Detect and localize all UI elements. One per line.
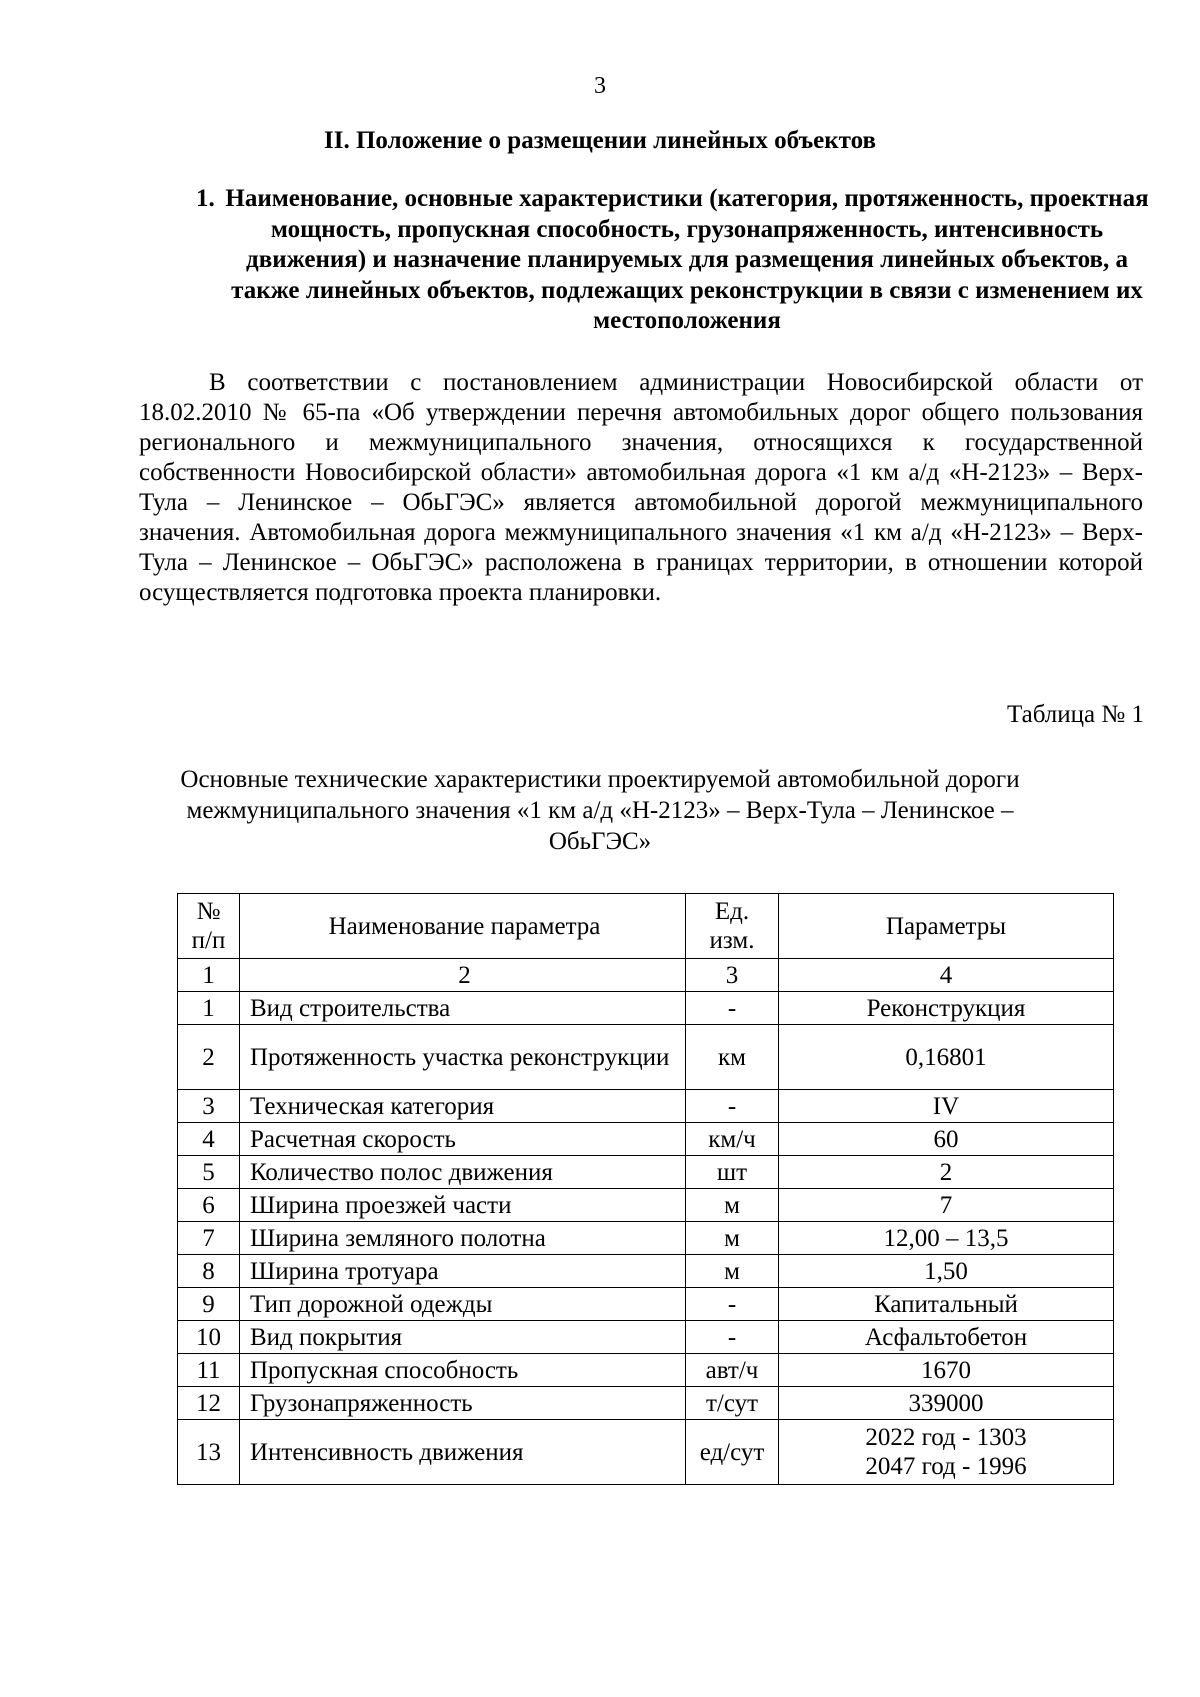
unit: м: [686, 1189, 779, 1222]
row-number: 5: [178, 1156, 240, 1189]
parameter-value: 1670: [779, 1354, 1114, 1387]
header-name: Наименование параметра: [240, 894, 686, 959]
table-label: Таблица № 1: [1006, 701, 1144, 728]
heading-text: Наименование, основные характеристики (категория, протяженность, проектная мощность, пропускная способность, грузонапряженность, интенсивность движения) и назначение планируемых для размещения линейных объектов, а также линейных объектов, подлежащих реконструкции в связи с изменением их местоположения: [225, 185, 1149, 334]
unit: -: [686, 1288, 779, 1321]
row-number: 13: [178, 1420, 240, 1485]
header-unit: Ед. изм.: [686, 894, 779, 959]
table-header-row: [178, 894, 1114, 959]
parameter-value: 2: [779, 1156, 1114, 1189]
parameter-value: Реконструкция: [779, 992, 1114, 1025]
index-cell: 4: [779, 959, 1114, 992]
unit: авт/ч: [686, 1354, 779, 1387]
table-index-row: [178, 959, 1114, 992]
parameter-name: Ширина проезжей части: [240, 1189, 686, 1222]
table-row: [178, 1156, 1114, 1189]
index-cell: 1: [178, 959, 240, 992]
unit: шт: [686, 1156, 779, 1189]
table-row: [178, 1025, 1114, 1090]
parameter-name: Техническая категория: [240, 1090, 686, 1123]
parameter-name: Расчетная скорость: [240, 1123, 686, 1156]
parameter-name: Ширина тротуара: [240, 1255, 686, 1288]
parameter-name: Ширина земляного полотна: [240, 1222, 686, 1255]
row-number: 4: [178, 1123, 240, 1156]
parameter-value: [779, 1420, 1114, 1485]
row-number: 11: [178, 1354, 240, 1387]
parameter-value: 0,16801: [779, 1025, 1114, 1090]
parameter-name: Вид строительства: [240, 992, 686, 1025]
table-caption: Основные технические характеристики проектируемой автомобильной дороги межмуниципального значения «1 км а/д «Н-2123» – Верх-Тула – Ленинское – ОбьГЭС»: [180, 766, 1020, 855]
unit: км/ч: [686, 1123, 779, 1156]
unit: км: [686, 1025, 779, 1090]
table-row: [178, 1255, 1114, 1288]
parameter-value: IV: [779, 1090, 1114, 1123]
table-row: [178, 1288, 1114, 1321]
parameter-value: 339000: [779, 1387, 1114, 1420]
unit: -: [686, 1090, 779, 1123]
characteristics-table: [177, 893, 1114, 1485]
subsection-heading: [170, 184, 1160, 337]
parameter-value: Асфальтобетон: [779, 1321, 1114, 1354]
page-number: 3: [594, 73, 606, 99]
row-number: 7: [178, 1222, 240, 1255]
parameter-name: Интенсивность движения: [240, 1420, 686, 1485]
unit: м: [686, 1255, 779, 1288]
parameter-value: Капитальный: [779, 1288, 1114, 1321]
parameter-name: Пропускная способность: [240, 1354, 686, 1387]
value-line: 2047 год - 1996: [865, 1453, 1027, 1480]
row-number: 8: [178, 1255, 240, 1288]
parameter-name: Вид покрытия: [240, 1321, 686, 1354]
parameter-value: 60: [779, 1123, 1114, 1156]
parameter-name: Грузонапряженность: [240, 1387, 686, 1420]
body-paragraph: В соответствии с постановлением администрации Новосибирской области от 18.02.2010 № 65-па «Об утверждении перечня автомобильных дорог общего пользования регионального и межмуниципального значения, относящихся к государственной собственности Новосибирской области» автомобильная дорога «1 км а/д «Н-2123» – Верх-Тула – Ленинское – ОбьГЭС» является автомобильной дорогой межмуниципального значения. Автомобильная дорога межмуниципального значения «1 км а/д «Н-2123» – Верх-Тула – Ленинское – ОбьГЭС» расположена в границах территории, в отношении которой осуществляется подготовка проекта планировки.: [139, 369, 1143, 606]
table-row: [178, 1354, 1114, 1387]
section-title: II. Положение о размещении линейных объектов: [324, 127, 876, 154]
table-row: [178, 992, 1114, 1025]
parameter-name: Протяженность участка реконструкции: [240, 1025, 686, 1090]
unit: -: [686, 1321, 779, 1354]
table-row: [178, 1123, 1114, 1156]
table-row: [178, 1321, 1114, 1354]
row-number: 1: [178, 992, 240, 1025]
table-row: [178, 1189, 1114, 1222]
row-number: 10: [178, 1321, 240, 1354]
header-num: № п/п: [178, 894, 240, 959]
table-row: [178, 1420, 1114, 1485]
parameter-name: Количество полос движения: [240, 1156, 686, 1189]
unit: м: [686, 1222, 779, 1255]
index-cell: 2: [240, 959, 686, 992]
row-number: 2: [178, 1025, 240, 1090]
table-row: [178, 1222, 1114, 1255]
unit: -: [686, 992, 779, 1025]
table-row: [178, 1090, 1114, 1123]
heading-number: 1.: [196, 185, 215, 212]
parameter-value: 1,50: [779, 1255, 1114, 1288]
unit: т/сут: [686, 1387, 779, 1420]
row-number: 3: [178, 1090, 240, 1123]
parameter-value: 7: [779, 1189, 1114, 1222]
row-number: 12: [178, 1387, 240, 1420]
header-value: Параметры: [779, 894, 1114, 959]
value-line: 2022 год - 1303: [865, 1424, 1027, 1451]
parameter-name: Тип дорожной одежды: [240, 1288, 686, 1321]
index-cell: 3: [686, 959, 779, 992]
row-number: 6: [178, 1189, 240, 1222]
table-row: [178, 1387, 1114, 1420]
unit: ед/сут: [686, 1420, 779, 1485]
row-number: 9: [178, 1288, 240, 1321]
parameter-value: 12,00 – 13,5: [779, 1222, 1114, 1255]
